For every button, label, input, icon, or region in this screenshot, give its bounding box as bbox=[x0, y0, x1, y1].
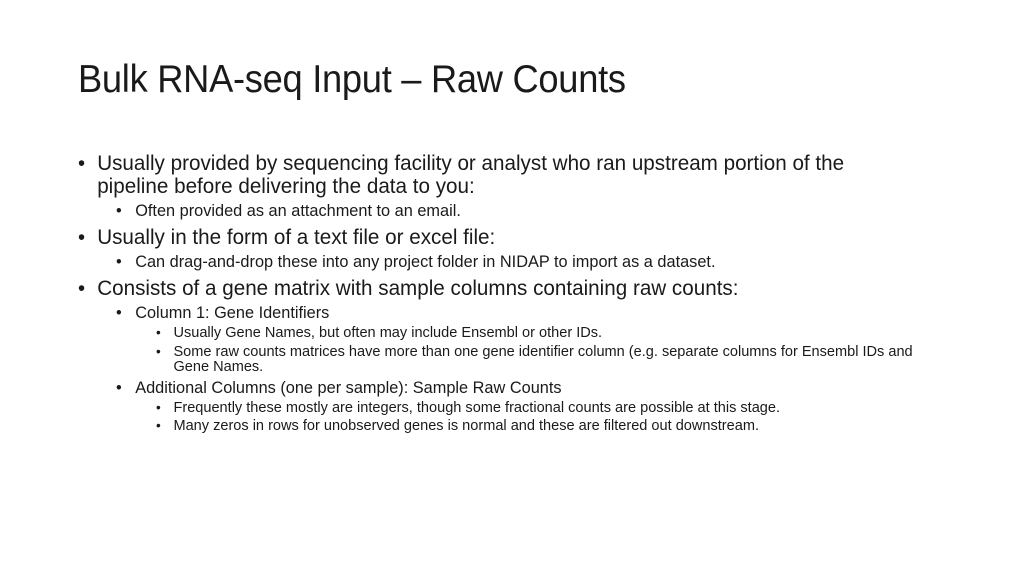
bullet-item bbox=[78, 226, 856, 249]
bullet-dot-icon: • bbox=[78, 277, 86, 300]
bullet-text: Additional Columns (one per sample): Sample Raw Counts bbox=[135, 377, 562, 397]
sub-sub-bullet-item bbox=[156, 325, 930, 341]
slide-title: Bulk RNA-seq Input – Raw Counts bbox=[78, 58, 626, 101]
bullet-text: Some raw counts matrices have more than one gene identifier column (e.g. separate columns for Ensembl IDs and Gene Names. bbox=[173, 342, 913, 375]
bullet-text: Can drag-and-drop these into any project folder in NIDAP to import as a dataset. bbox=[135, 252, 716, 271]
bullet-item bbox=[78, 152, 856, 198]
sub-sub-bullet-item bbox=[156, 400, 930, 416]
bullet-text: Many zeros in rows for unobserved genes is normal and these are filtered out downstream. bbox=[173, 417, 759, 434]
bullet-dot-icon: • bbox=[156, 342, 161, 359]
bullet-dot-icon: • bbox=[78, 152, 86, 175]
bullet-list bbox=[78, 152, 1008, 434]
sub-bullet-item bbox=[116, 252, 972, 271]
bullet-dot-icon: • bbox=[116, 377, 122, 397]
bullet-text: Column 1: Gene Identifiers bbox=[135, 303, 330, 322]
sub-bullet-item bbox=[116, 378, 972, 397]
bullet-dot-icon: • bbox=[116, 252, 122, 271]
sub-sub-bullet-item bbox=[156, 418, 930, 434]
sub-sub-bullet-item bbox=[156, 344, 930, 375]
bullet-dot-icon: • bbox=[156, 324, 161, 340]
bullet-item bbox=[78, 277, 856, 300]
bullet-text: Usually provided by sequencing facility or analyst who ran upstream portion of the pipeline before delivering the data to you: bbox=[97, 151, 845, 198]
bullet-text: Frequently these mostly are integers, though some fractional counts are possible at this stage. bbox=[173, 398, 781, 416]
sub-bullet-item bbox=[116, 303, 972, 322]
bullet-dot-icon: • bbox=[116, 303, 122, 322]
bullet-dot-icon: • bbox=[156, 417, 161, 433]
bullet-text: Consists of a gene matrix with sample columns containing raw counts: bbox=[97, 276, 739, 300]
bullet-dot-icon: • bbox=[78, 226, 86, 249]
bullet-text: Often provided as an attachment to an email. bbox=[135, 201, 461, 220]
bullet-text: Usually Gene Names, but often may include Ensembl or other IDs. bbox=[173, 324, 603, 341]
sub-bullet-item bbox=[116, 201, 972, 220]
bullet-dot-icon: • bbox=[116, 201, 122, 220]
bullet-text: Usually in the form of a text file or excel file: bbox=[97, 225, 496, 249]
bullet-dot-icon: • bbox=[156, 398, 161, 415]
